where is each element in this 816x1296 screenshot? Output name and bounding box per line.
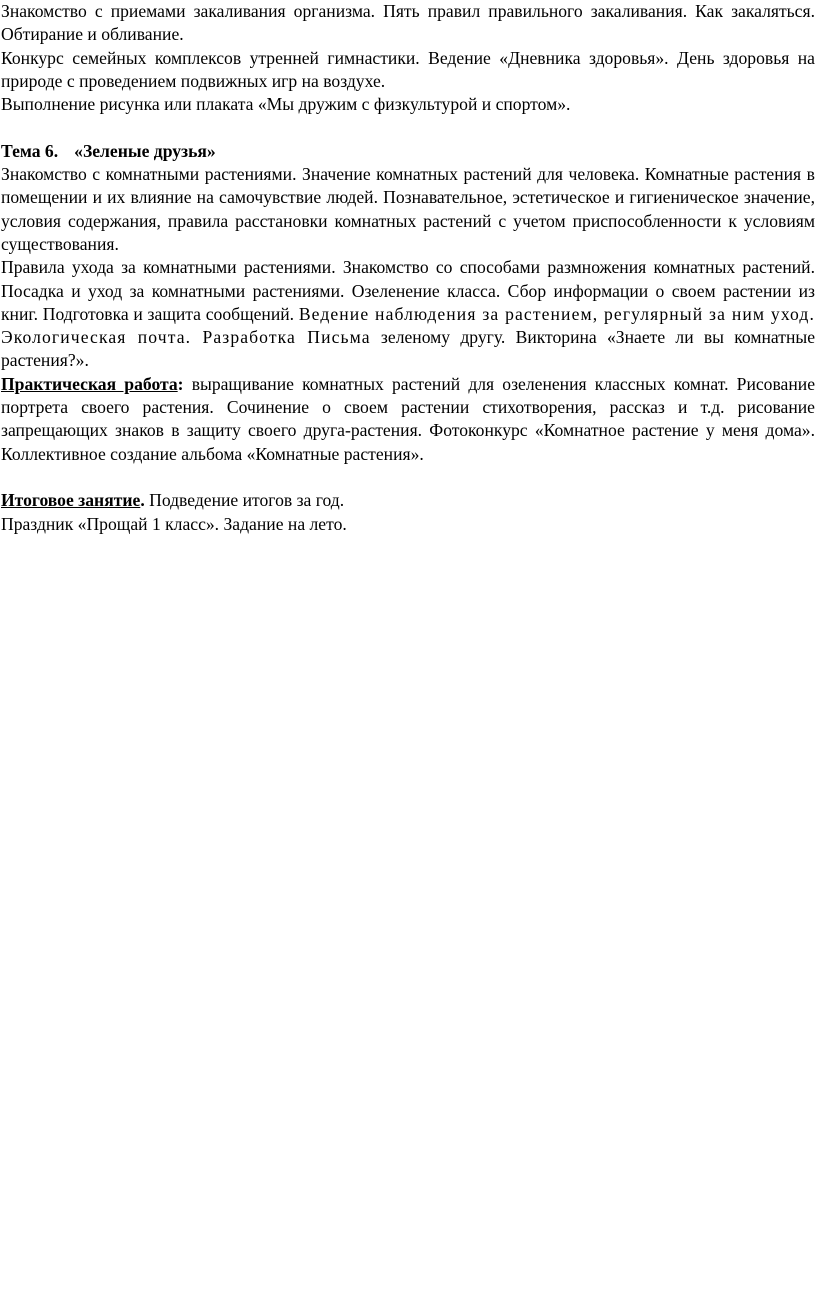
final-lesson-label: Итоговое занятие [1, 490, 141, 511]
observation-text: Ведение наблюдения за растением, регулярный за ним уход. Экологическая почта. Разработка Письма [1, 303, 815, 348]
blank-line [1, 466, 815, 489]
practical-work-label: Практическая работа [1, 373, 178, 394]
theme-6-label: Тема 6 [1, 140, 54, 161]
hardening-paragraph: Знакомство с приемами закаливания организма. Пять правил правильного закаливания. Как закаляться. Обтирание и обливание. [1, 1, 815, 45]
farewell-paragraph: Праздник «Прощай 1 класс». Задание на лето. [1, 513, 347, 534]
practical-work-colon: : [177, 373, 184, 394]
final-lesson-text: Подведение итогов за год. [149, 490, 345, 511]
theme-6-dot: . [53, 140, 59, 161]
gymnastics-contest-paragraph: Конкурс семейных комплексов утренней гимнастики. Ведение «Дневника здоровья». День здоровья на природе с проведением подвижных игр на воздухе. [1, 47, 815, 91]
poster-paragraph: Выполнение рисунка или плаката «Мы дружим с физкультурой и спортом». [1, 94, 571, 115]
houseplants-intro-paragraph: Знакомство с комнатными растениями. Значение комнатных растений для человека. Комнатные растения в помещении и их влияние на самочувствие людей. Познавательное, эстетическое и гигиеническое значение, условия содержания, правила расстановки комнатных растений с учетом приспособленности к условиям существования. [1, 164, 815, 254]
final-lesson-paragraph [1, 489, 815, 512]
practical-work-text: выращивание комнатных растений для озеленения классных комнат. Рисование портрета своего растения. Сочинение о своем растении стихотворения, рассказ и т.д. рисование запрещающих знаков в защиту своего друга-растения. Фотоконкурс «Комнатное растение у меня дома». Коллективное создание альбома «Комнатные растения». [1, 373, 816, 464]
blank-line [1, 116, 815, 139]
quiz-text: зеленому другу. Викторина «Знаете ли вы комнатные растения?». [1, 327, 816, 371]
theme-6-title: «Зеленые друзья» [74, 140, 216, 161]
final-lesson-dot: . [140, 490, 150, 511]
practical-work-paragraph [1, 373, 815, 466]
plant-care-paragraph [1, 256, 815, 372]
theme-6-heading [1, 140, 815, 163]
plant-care-text: Правила ухода за комнатными растениями. Знакомство со способами размножения комнатных растений. Посадка и уход за комнатными растениями. Озеленение класса. Сбор информации о своем растении из книг. Подготовка и защита сообщений. [1, 257, 815, 324]
